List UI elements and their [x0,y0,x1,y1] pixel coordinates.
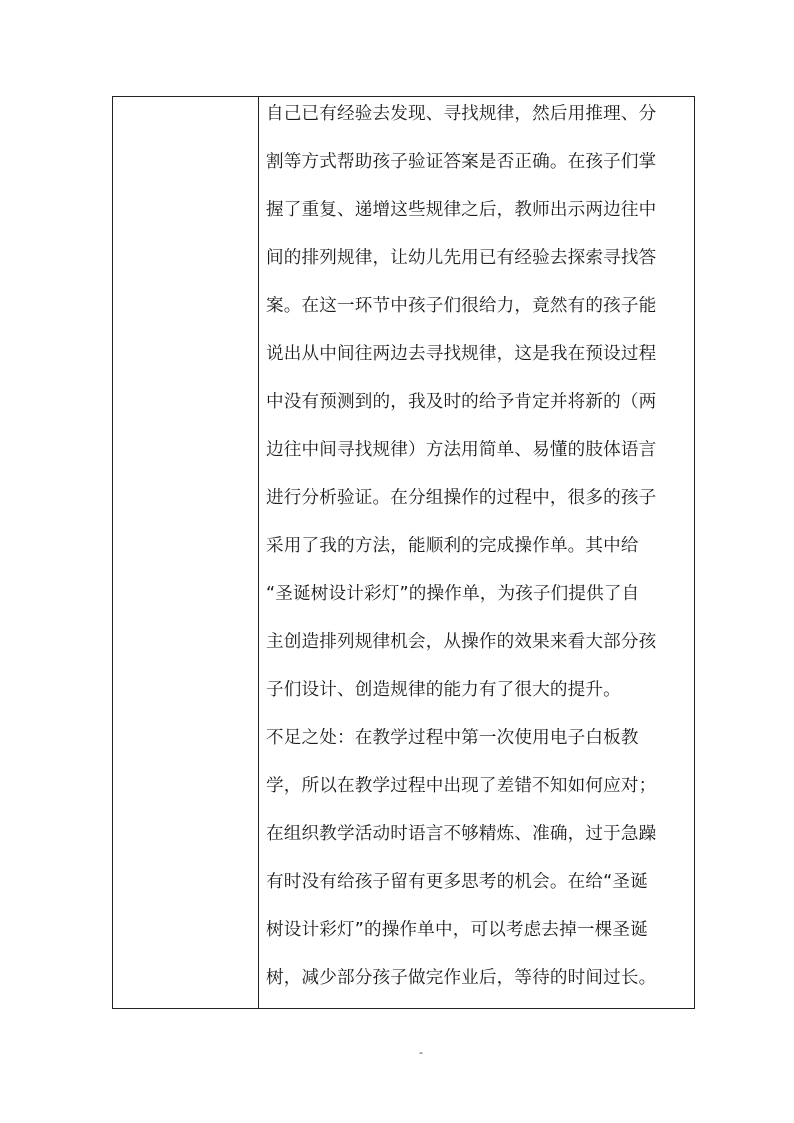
text-line-18: 树设计彩灯”的操作单中，可以考虑去掉一棵圣诞 [266,920,648,940]
text-line-6: 说出从中间往两边去寻找规律，这是我在预设过程 [266,344,657,364]
text-line-14: 不足之处：在教学过程中第一次使用电子白板教 [266,728,639,748]
text-line-9: 进行分析验证。在分组操作的过程中，很多的孩子 [266,488,657,508]
reflection-text-cell [259,97,694,1008]
text-line-7: 中没有预测到的，我及时的给予肯定并将新的（两 [266,392,657,412]
page-marker: - [419,1046,423,1059]
text-line-1: 自己已有经验去发现、寻找规律，然后用推理、分 [266,104,657,124]
text-line-16: 在组织教学活动时语言不够精炼、准确，过于急躁 [266,824,657,844]
text-line-17: 有时没有给孩子留有更多思考的机会。在给“圣诞 [266,872,648,892]
text-line-2: 割等方式帮助孩子验证答案是否正确。在孩子们掌 [266,152,657,172]
text-line-13: 子们设计、创造规律的能力有了很大的提升。 [266,680,621,700]
text-line-3: 握了重复、递增这些规律之后，教师出示两边往中 [266,200,657,220]
left-label-cell [113,97,259,1008]
text-line-10: 采用了我的方法，能顺利的完成操作单。其中给 [266,536,639,556]
text-line-12: 主创造排列规律机会，从操作的效果来看大部分孩 [266,632,657,652]
text-line-8: 边往中间寻找规律）方法用简单、易懂的肢体语言 [266,440,657,460]
text-line-19: 树，减少部分孩子做完作业后，等待的时间过长。 [266,968,657,988]
text-line-4: 间的排列规律，让幼儿先用已有经验去探索寻找答 [266,248,657,268]
text-line-15: 学，所以在教学过程中出现了差错不知如何应对； [266,776,657,796]
text-line-11: “圣诞树设计彩灯”的操作单，为孩子们提供了自 [266,584,640,604]
reflection-table [112,96,695,1009]
text-line-5: 案。在这一环节中孩子们很给力，竟然有的孩子能 [266,296,657,316]
